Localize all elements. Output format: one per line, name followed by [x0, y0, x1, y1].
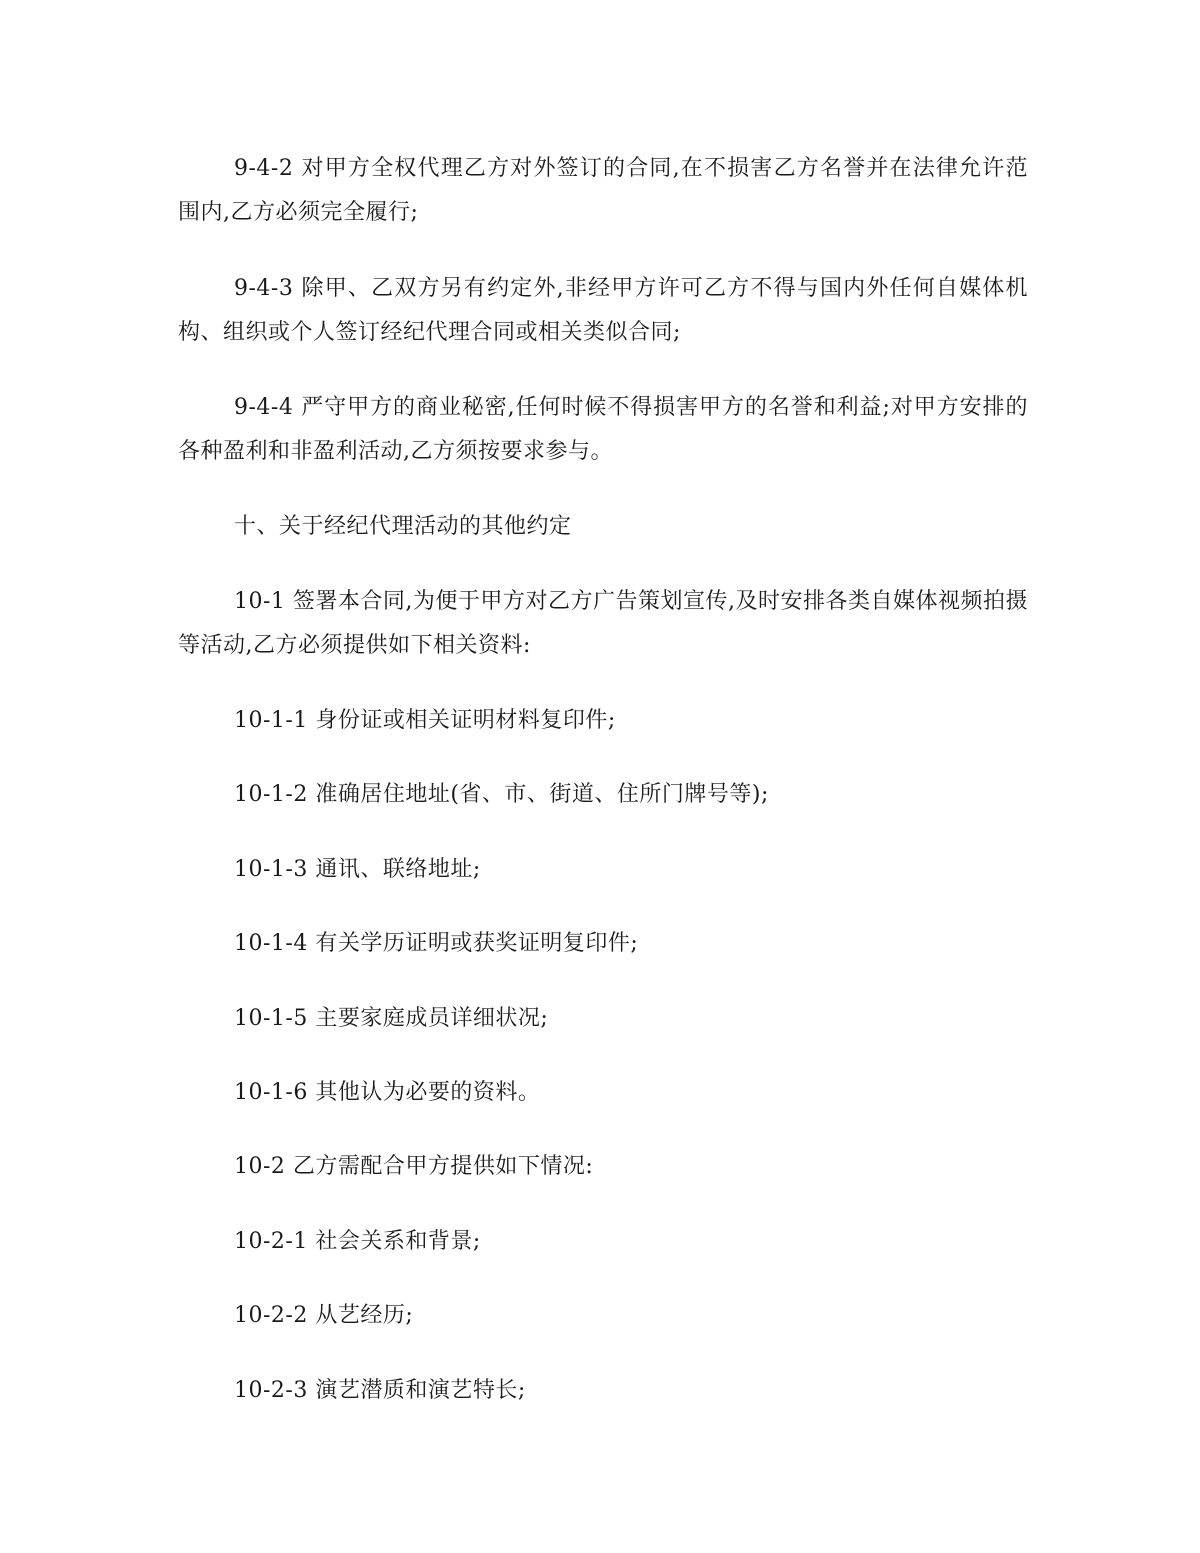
clause-10-2-1: 10-2-1 社会关系和背景;: [234, 1229, 481, 1254]
clause-10-1-5: 10-1-5 主要家庭成员详细状况;: [234, 1006, 549, 1031]
clause-10-2-3: 10-2-3 演艺潜质和演艺特长;: [234, 1378, 526, 1403]
section-10-heading: 十、关于经纪代理活动的其他约定: [234, 514, 572, 539]
clause-10-1-6: 10-1-6 其他认为必要的资料。: [234, 1080, 541, 1105]
clause-10-1: 10-1 签署本合同,为便于甲方对乙方广告策划宣传,及时安排各类自媒体视频拍摄等活动,乙方必须提供如下相关资料:: [178, 589, 1028, 658]
clause-10-2-2: 10-2-2 从艺经历;: [234, 1303, 414, 1328]
clause-10-1-1: 10-1-1 身份证或相关证明材料复印件;: [234, 708, 616, 733]
clause-10-1-4: 10-1-4 有关学历证明或获奖证明复印件;: [234, 931, 639, 956]
clause-10-1-2: 10-1-2 准确居住地址(省、市、街道、住所门牌号等);: [234, 782, 769, 807]
clause-10-2: 10-2 乙方需配合甲方提供如下情况:: [234, 1154, 594, 1179]
clause-9-4-4: 9-4-4 严守甲方的商业秘密,任何时候不得损害甲方的名誉和利益;对甲方安排的各种盈利和非盈利活动,乙方须按要求参与。: [178, 395, 1028, 464]
clause-9-4-3: 9-4-3 除甲、乙双方另有约定外,非经甲方许可乙方不得与国内外任何自媒体机构、组织或个人签订经纪代理合同或相关类似合同;: [178, 276, 1028, 345]
clause-10-1-3: 10-1-3 通讯、联络地址;: [234, 857, 481, 882]
clause-9-4-2: 9-4-2 对甲方全权代理乙方对外签订的合同,在不损害乙方名誉并在法律允许范围内,乙方必须完全履行;: [178, 156, 1028, 225]
